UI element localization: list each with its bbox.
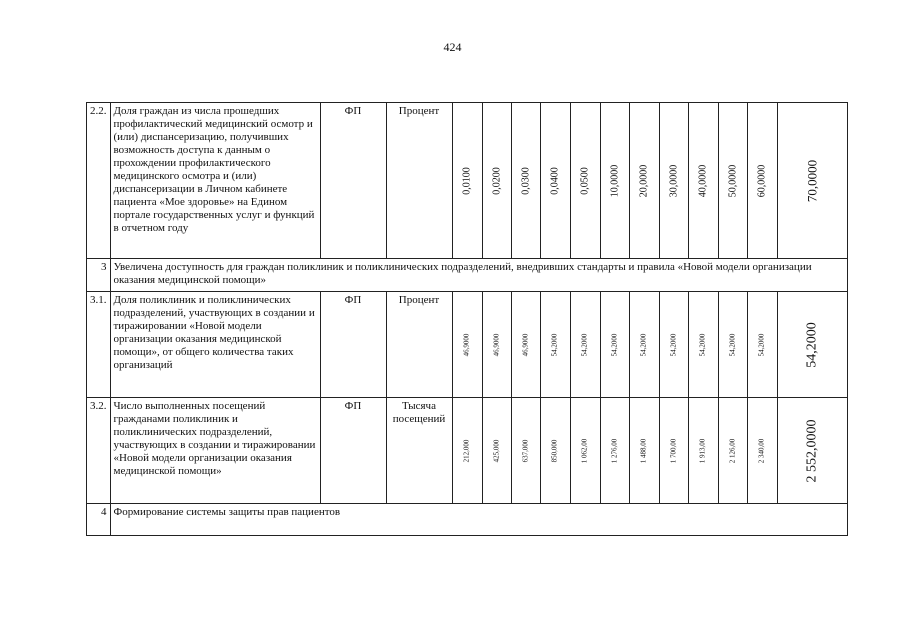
indicator-text: Доля поликлиник и поликлинических подразделений, участвующих в создании и тиражировании «Новой модели организации оказания медицинской помощи», от общего количества таких организаций	[110, 292, 320, 398]
unit-cell: Процент	[386, 292, 452, 398]
page-number: 424	[443, 40, 462, 54]
value-cell	[452, 292, 482, 398]
value-cell	[747, 292, 777, 398]
value-text: 1 488,00	[639, 438, 648, 463]
value-cell	[452, 398, 482, 504]
final-value-text: 70,0000	[804, 159, 820, 202]
value-text: 0,0100	[461, 166, 473, 195]
value-cell	[482, 398, 511, 504]
value-cell	[600, 292, 629, 398]
value-cell	[659, 398, 688, 504]
value-cell	[511, 398, 540, 504]
unit-cell: Процент	[386, 103, 452, 259]
value-text: 0,0500	[579, 166, 591, 195]
source-cell: ФП	[320, 103, 386, 259]
value-text: 54,2000	[669, 333, 677, 356]
final-value-cell	[777, 292, 847, 398]
value-text: 40,0000	[697, 164, 709, 197]
source-cell: ФП	[320, 292, 386, 398]
value-cell	[600, 103, 629, 259]
final-value-text: 2 552,0000	[804, 419, 820, 482]
value-cell	[570, 292, 600, 398]
value-text: 20,0000	[638, 164, 650, 197]
value-text: 1 062,00	[580, 438, 589, 463]
value-cell	[629, 292, 659, 398]
value-text: 54,2000	[580, 333, 589, 356]
value-cell	[540, 398, 570, 504]
indicator-text: Доля граждан из числа прошедших профилактический медицинский осмотр и (или) диспансеризацию, получивших возможность доступа к данным о прохождении профилактического медицинского осмотра и (или) диспансеризации в Личном кабинете пациента «Мое здоровье» на Едином портале государственных услуг и функций в отчетном году	[110, 103, 320, 259]
value-cell	[659, 103, 688, 259]
value-cell	[747, 398, 777, 504]
value-cell	[688, 292, 718, 398]
section-text: Увеличена доступность для граждан поликлиник и поликлинических подразделений, внедривших стандарты и правила «Новой модели организации оказания медицинской помощи»	[110, 259, 847, 292]
value-cell	[718, 398, 747, 504]
value-text: 46,9000	[492, 333, 500, 356]
value-text: 54,2000	[698, 333, 707, 356]
value-cell	[718, 103, 747, 259]
value-text: 0,0300	[520, 166, 531, 195]
value-cell	[482, 292, 511, 398]
value-cell	[629, 398, 659, 504]
table-row	[87, 103, 848, 259]
row-number: 2.2.	[87, 103, 111, 259]
value-cell	[511, 292, 540, 398]
indicators-table	[86, 102, 848, 536]
value-text: 0,0200	[491, 166, 502, 195]
final-value-text: 54,2000	[804, 321, 820, 368]
value-text: 212,000	[462, 439, 471, 462]
value-text: 2 340,00	[757, 438, 766, 463]
value-cell	[688, 398, 718, 504]
final-value-cell	[777, 103, 847, 259]
value-cell	[629, 103, 659, 259]
value-cell	[659, 292, 688, 398]
value-text: 50,0000	[727, 164, 738, 197]
value-cell	[540, 292, 570, 398]
value-text: 46,9000	[521, 333, 529, 356]
value-text: 10,0000	[609, 164, 620, 197]
row-number: 4	[87, 504, 111, 536]
value-cell	[570, 103, 600, 259]
section-row	[87, 504, 848, 536]
table-row	[87, 398, 848, 504]
value-text: 54,2000	[550, 333, 559, 356]
final-value-cell	[777, 398, 847, 504]
value-cell	[511, 103, 540, 259]
value-cell	[482, 103, 511, 259]
value-text: 54,2000	[639, 333, 648, 356]
row-number: 3.1.	[87, 292, 111, 398]
row-number: 3	[87, 259, 111, 292]
row-number: 3.2.	[87, 398, 111, 504]
value-text: 1 700,00	[669, 438, 677, 463]
value-text: 2 126,00	[728, 438, 736, 463]
unit-cell: Тысяча посещений	[386, 398, 452, 504]
source-cell: ФП	[320, 398, 386, 504]
value-text: 0,0400	[549, 166, 561, 195]
value-cell	[452, 103, 482, 259]
value-cell	[718, 292, 747, 398]
value-text: 1 276,00	[610, 438, 618, 463]
value-cell	[600, 398, 629, 504]
value-text: 637,000	[521, 439, 529, 462]
section-text: Формирование системы защиты прав пациентов	[110, 504, 847, 536]
value-text: 54,2000	[757, 333, 766, 356]
indicator-text: Число выполненных посещений гражданами поликлиник и поликлинических подразделений, участвующих в создании и тиражировании «Новой модели организации оказания медицинской помощи»	[110, 398, 320, 504]
value-text: 30,0000	[668, 164, 679, 197]
value-text: 425,000	[492, 439, 500, 462]
section-row	[87, 259, 848, 292]
value-text: 54,2000	[610, 333, 618, 356]
value-cell	[540, 103, 570, 259]
value-text: 850,000	[550, 439, 559, 462]
value-cell	[688, 103, 718, 259]
value-cell	[570, 398, 600, 504]
table-row	[87, 292, 848, 398]
value-cell	[747, 103, 777, 259]
value-text: 60,0000	[756, 164, 768, 197]
value-text: 46,9000	[462, 333, 471, 356]
value-text: 54,2000	[728, 333, 736, 356]
value-text: 1 913,00	[698, 438, 707, 463]
